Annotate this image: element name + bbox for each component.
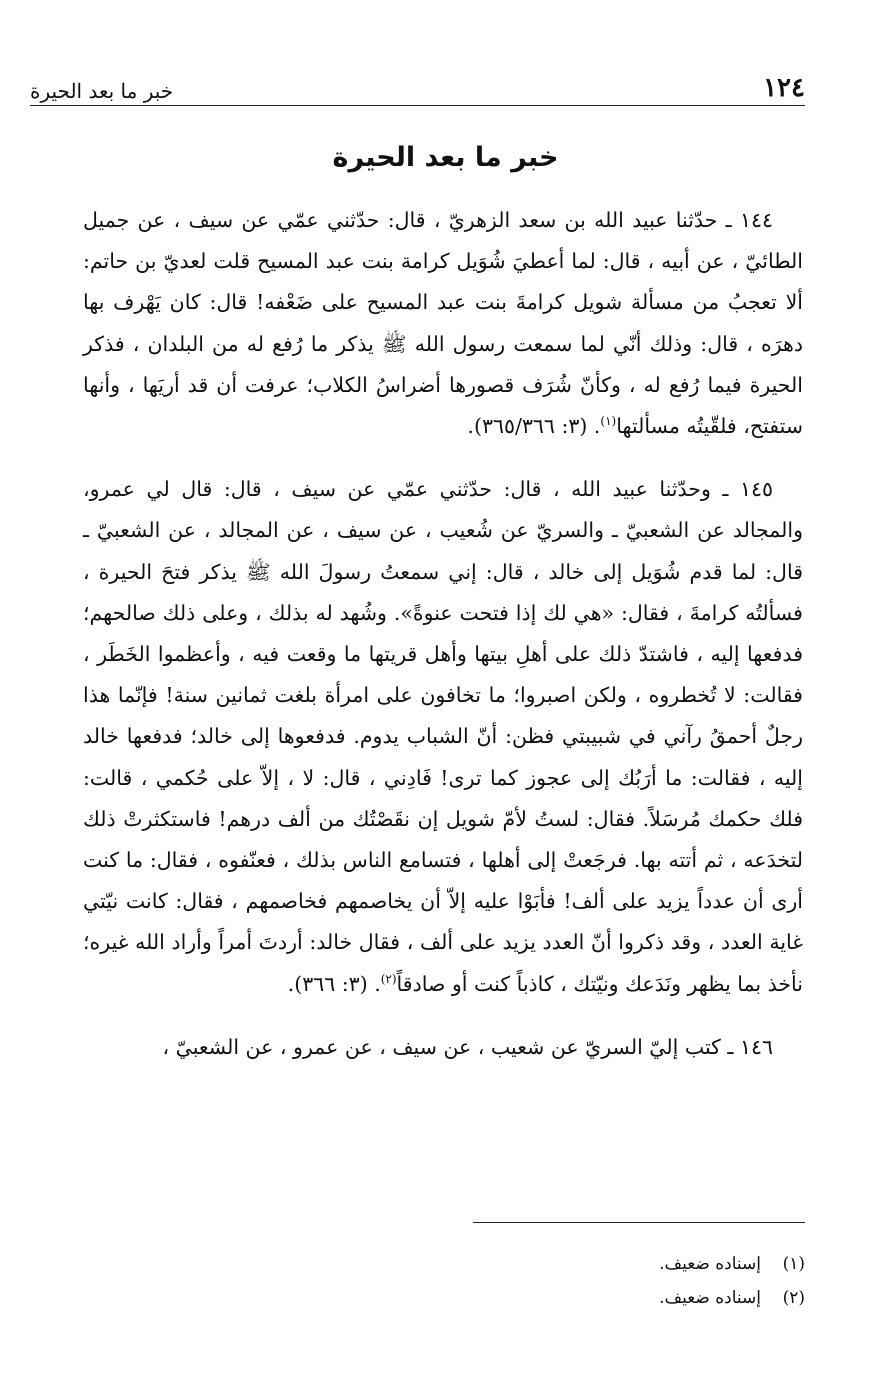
footnote-reference: (٢) <box>380 971 397 986</box>
chapter-title: خبر ما بعد الحيرة <box>332 142 559 173</box>
paragraph-text: ١٤٦ ـ كتب إليّ السريّ عن شعيب ، عن سيف ، عن عمرو ، عن الشعبيّ ، <box>162 1034 773 1059</box>
footnote-divider <box>473 1222 805 1223</box>
paragraph-145 <box>83 469 803 1005</box>
running-title: خبر ما بعد الحيرة <box>30 79 174 103</box>
page-number: ١٢٤ <box>763 73 805 103</box>
footnote-marker: (١) <box>782 1254 805 1274</box>
paragraph-citation: . (٣: ٣٦٥/٣٦٦). <box>467 414 601 439</box>
paragraph-text: ١٤٥ ـ وحدّثنا عبيد الله ، قال: حدّثني عمّي عن سيف ، قال: قال لي عمرو، والمجالد عن الشعبيّ ـ والسريّ عن شُعيب ، عن سيف ، عن المجالد ، عن الشعبيّ ـ قال: لما قدم شُوَيل إلى خالد ، قال: إني سمعتُ رسولَ الله ﷺ يذكر فتحَ الحيرة ، فسألتُه كرامةَ ، فقال: «هي لك إذا فتحت عنوةً». وشُهد له بذلك ، وعلى ذلك صالحهم؛ فدفعها إليه ، فاشتدّ ذلك على أهلِ بيتها وأهل قريتها ما وقعت فيه ، وأعظموا الخَطَر ، فقالت: لا تُخطروه ، ولكن اصبروا؛ ما تخافون على امرأة بلغت ثمانين سنة! فإنّما هذا رجلٌ أحمقُ رآني في شبيبتي فظن: أنّ الشباب يدوم. فدفعوها إلى خالد؛ فدفعها خالد إليه ، فقالت: ما أرَبُك إلى عجوز كما ترى! فَادِني ، قال: لا ، إلاّ على حُكمي ، قالت: فلك حكمك مُرسَلاً. فقال: لستُ لأمّ شويل إن نقَصْتُك من ألف درهم! فاستكثرتْ ذلك لتخدَعه ، ثم أتته بها. فرجَعتْ إلى أهلها ، فتسامع الناس بذلك ، فعنّفوه ، فقال: ما كنت أرى أن عدداً يزيد على ألف! فأبَوْا عليه إلاّ أن يخاصمهم فخاصمهم ، فقال: كانت نيّتي غاية العدد ، وقد ذكروا أنّ العدد يزيد على ألف ، فقال خالد: أردتَ أمراً وأراد الله غيره؛ نأخذ بما يظهر ونَدَعك ونيّتك ، كاذباً كنت أو صادقاً <box>83 477 803 996</box>
footnote-text: إسناده ضعيف. <box>659 1254 761 1274</box>
footnote-reference: (١) <box>600 414 617 429</box>
footnote-text: إسناده ضعيف. <box>659 1288 761 1308</box>
paragraph-146 <box>83 1027 803 1068</box>
running-header <box>30 66 805 106</box>
paragraph-text: ١٤٤ ـ حدّثنا عبيد الله بن سعد الزهريّ ، قال: حدّثني عمّي عن سيف ، عن جميل الطائيّ ، عن أبيه ، قال: لما أعطيَ شُوَيل كرامة بنت عبد المسيح قلت لعديّ بن حاتم: ألا تعجبُ من مسألة شويل كرامةَ بنت عبد المسيح على ضَعْفه! قال: كان يَهْرف بها دهرَه ، قال: وذلك أنّي لما سمعت رسول الله ﷺ يذكر ما رُفع له من البلدان ، فذكر الحيرة فيما رُفع له ، وكأنّ شُرَف قصورها أضراسُ الكلاب؛ عرفت أن قد أريَها ، وأنها ستفتح، فلقّيتُه مسألتها <box>83 208 803 439</box>
paragraph-citation: . (٣: ٣٦٦). <box>287 971 381 996</box>
footnote-1 <box>205 1247 805 1281</box>
footnote-marker: (٢) <box>782 1288 805 1308</box>
paragraph-144 <box>83 200 803 447</box>
body-text <box>83 200 803 1068</box>
footnote-2 <box>205 1281 805 1315</box>
footnotes <box>205 1247 805 1315</box>
